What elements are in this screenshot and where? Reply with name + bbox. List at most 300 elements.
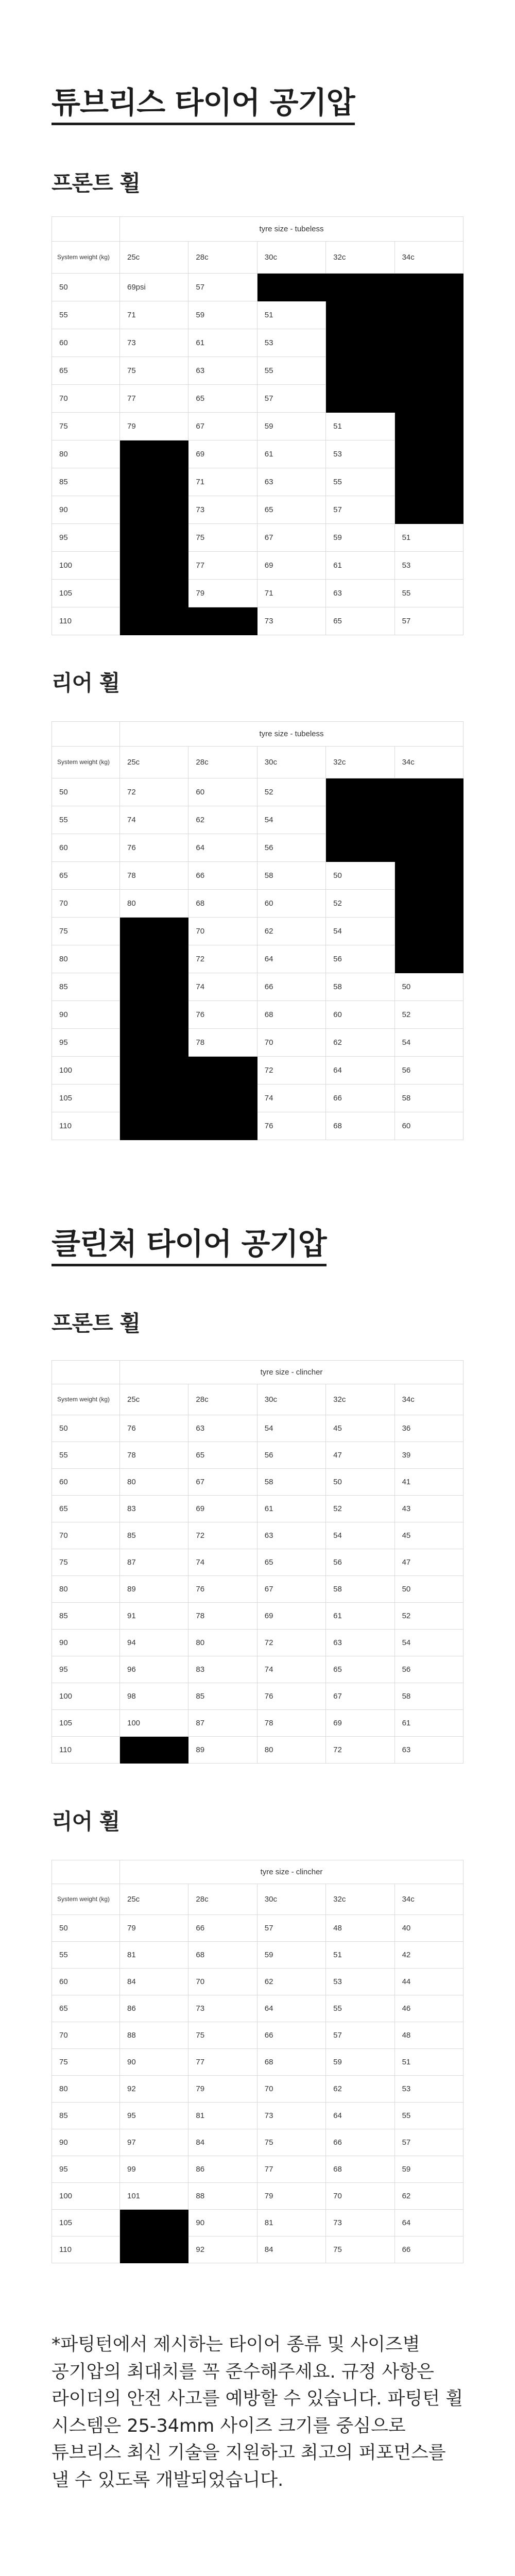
pressure-cell: 76 <box>257 1683 325 1710</box>
pressure-cell: 63 <box>394 1737 463 1764</box>
column-header-30c: 30c <box>257 1384 325 1415</box>
pressure-cell: 89 <box>188 1737 257 1764</box>
pressure-cell: 70 <box>257 1029 325 1057</box>
table-row <box>52 1656 464 1683</box>
pressure-cell: 66 <box>394 2236 463 2263</box>
pressure-cell: 76 <box>257 1112 325 1140</box>
pressure-cell: 72 <box>120 778 188 806</box>
not-recommended-cell <box>188 1112 257 1140</box>
pressure-cell: 41 <box>394 1469 463 1496</box>
not-recommended-cell <box>120 607 188 635</box>
table-row <box>52 385 464 413</box>
pressure-cell: 75 <box>326 2236 394 2263</box>
system-weight-header: System weight (kg) <box>52 747 120 778</box>
pressure-cell: 67 <box>257 1576 325 1603</box>
pressure-cell: 72 <box>257 1057 325 1084</box>
pressure-cell: 97 <box>120 2129 188 2156</box>
pressure-cell: 57 <box>257 1915 325 1942</box>
weight-cell: 50 <box>52 274 120 301</box>
pressure-cell: 64 <box>326 2103 394 2129</box>
table-row <box>52 1442 464 1469</box>
pressure-cell: 53 <box>326 440 394 468</box>
column-header-34c: 34c <box>394 747 463 778</box>
pressure-cell: 64 <box>188 834 257 862</box>
section-title-clincher: 클린처 타이어 공기압 <box>52 1229 327 1266</box>
weight-cell: 65 <box>52 1496 120 1522</box>
weight-cell: 55 <box>52 301 120 329</box>
not-recommended-cell <box>394 496 463 524</box>
weight-cell: 50 <box>52 1415 120 1442</box>
pressure-cell: 74 <box>120 806 188 834</box>
pressure-cell: 51 <box>394 2049 463 2076</box>
weight-cell: 90 <box>52 1630 120 1656</box>
pressure-cell: 61 <box>257 1496 325 1522</box>
pressure-cell: 51 <box>394 524 463 552</box>
pressure-cell: 73 <box>257 2103 325 2129</box>
pressure-cell: 69psi <box>120 274 188 301</box>
not-recommended-cell <box>120 2210 188 2236</box>
pressure-cell: 70 <box>188 918 257 945</box>
column-header-32c: 32c <box>326 1384 394 1415</box>
weight-cell: 60 <box>52 329 120 357</box>
pressure-cell: 94 <box>120 1630 188 1656</box>
pressure-cell: 67 <box>188 413 257 440</box>
weight-cell: 75 <box>52 2049 120 2076</box>
column-header-25c: 25c <box>120 747 188 778</box>
weight-cell: 85 <box>52 468 120 496</box>
pressure-cell: 42 <box>394 1942 463 1969</box>
subtitle-tubeless-rear: 리어 휠 <box>52 670 120 696</box>
not-recommended-cell <box>120 918 188 945</box>
pressure-cell: 62 <box>326 1029 394 1057</box>
weight-cell: 100 <box>52 552 120 580</box>
not-recommended-cell <box>120 468 188 496</box>
not-recommended-cell <box>326 301 394 329</box>
table-row <box>52 1496 464 1522</box>
column-header-32c: 32c <box>326 1884 394 1915</box>
pressure-cell: 69 <box>257 1603 325 1630</box>
not-recommended-cell <box>394 301 463 329</box>
weight-cell: 85 <box>52 973 120 1001</box>
pressure-cell: 80 <box>188 1630 257 1656</box>
pressure-cell: 69 <box>257 552 325 580</box>
pressure-cell: 52 <box>326 890 394 918</box>
table-row <box>52 890 464 918</box>
table-row <box>52 2129 464 2156</box>
pressure-cell: 90 <box>188 2210 257 2236</box>
pressure-cell: 54 <box>257 806 325 834</box>
pressure-cell: 78 <box>120 862 188 890</box>
weight-cell: 95 <box>52 2156 120 2183</box>
weight-cell: 80 <box>52 2076 120 2103</box>
pressure-cell: 55 <box>394 2103 463 2129</box>
not-recommended-cell <box>326 806 394 834</box>
not-recommended-cell <box>394 413 463 440</box>
weight-cell: 100 <box>52 1683 120 1710</box>
subtitle-tubeless-front: 프론트 휠 <box>52 171 140 196</box>
subtitle-clincher-front: 프론트 휠 <box>52 1311 140 1336</box>
pressure-cell: 68 <box>188 890 257 918</box>
pressure-cell: 76 <box>188 1001 257 1029</box>
weight-cell: 85 <box>52 1603 120 1630</box>
pressure-cell: 75 <box>257 2129 325 2156</box>
table-row <box>52 973 464 1001</box>
table-row <box>52 1415 464 1442</box>
weight-cell: 90 <box>52 1001 120 1029</box>
pressure-cell: 58 <box>326 973 394 1001</box>
pressure-cell: 58 <box>257 862 325 890</box>
pressure-cell: 65 <box>188 1442 257 1469</box>
table-row <box>52 1001 464 1029</box>
pressure-cell: 51 <box>326 1942 394 1969</box>
not-recommended-cell <box>394 945 463 973</box>
pressure-cell: 54 <box>394 1630 463 1656</box>
pressure-cell: 73 <box>326 2210 394 2236</box>
pressure-cell: 54 <box>394 1029 463 1057</box>
pressure-cell: 45 <box>394 1522 463 1549</box>
pressure-cell: 74 <box>257 1084 325 1112</box>
pressure-cell: 55 <box>257 357 325 385</box>
weight-cell: 70 <box>52 385 120 413</box>
pressure-cell: 50 <box>394 1576 463 1603</box>
pressure-cell: 69 <box>188 440 257 468</box>
pressure-cell: 73 <box>257 607 325 635</box>
table-row <box>52 1084 464 1112</box>
not-recommended-cell <box>326 274 394 301</box>
pressure-cell: 63 <box>257 468 325 496</box>
pressure-cell: 62 <box>257 1969 325 1995</box>
weight-cell: 105 <box>52 2210 120 2236</box>
not-recommended-cell <box>326 357 394 385</box>
pressure-cell: 76 <box>188 1576 257 1603</box>
weight-cell: 105 <box>52 580 120 607</box>
pressure-cell: 78 <box>257 1710 325 1737</box>
pressure-cell: 50 <box>394 973 463 1001</box>
pressure-cell: 85 <box>188 1683 257 1710</box>
pressure-cell: 46 <box>394 1995 463 2022</box>
pressure-cell: 89 <box>120 1576 188 1603</box>
pressure-cell: 66 <box>326 1084 394 1112</box>
pressure-cell: 56 <box>257 1442 325 1469</box>
table-clincher-rear <box>52 1860 464 2263</box>
not-recommended-cell <box>120 552 188 580</box>
pressure-cell: 57 <box>394 607 463 635</box>
weight-cell: 65 <box>52 1995 120 2022</box>
pressure-cell: 72 <box>326 1737 394 1764</box>
tyre-size-caption: tyre size - clincher <box>120 1361 464 1384</box>
pressure-cell: 72 <box>188 945 257 973</box>
tyre-size-caption: tyre size - tubeless <box>120 217 464 242</box>
not-recommended-cell <box>394 806 463 834</box>
not-recommended-cell <box>120 1112 188 1140</box>
pressure-cell: 81 <box>257 2210 325 2236</box>
pressure-cell: 65 <box>326 607 394 635</box>
pressure-cell: 62 <box>394 2183 463 2210</box>
pressure-cell: 55 <box>326 468 394 496</box>
weight-cell: 90 <box>52 496 120 524</box>
pressure-cell: 61 <box>257 440 325 468</box>
pressure-cell: 78 <box>188 1029 257 1057</box>
column-header-30c: 30c <box>257 242 325 274</box>
not-recommended-cell <box>120 580 188 607</box>
table-row <box>52 1737 464 1764</box>
pressure-cell: 81 <box>120 1942 188 1969</box>
not-recommended-cell <box>326 834 394 862</box>
not-recommended-cell <box>394 385 463 413</box>
not-recommended-cell <box>120 945 188 973</box>
system-weight-header: System weight (kg) <box>52 1884 120 1915</box>
table-row <box>52 1942 464 1969</box>
pressure-cell: 57 <box>326 2022 394 2049</box>
pressure-cell: 64 <box>326 1057 394 1084</box>
pressure-cell: 78 <box>188 1603 257 1630</box>
pressure-cell: 59 <box>257 413 325 440</box>
pressure-cell: 56 <box>326 1549 394 1576</box>
pressure-cell: 81 <box>188 2103 257 2129</box>
pressure-cell: 77 <box>188 2049 257 2076</box>
weight-cell: 70 <box>52 2022 120 2049</box>
pressure-cell: 58 <box>394 1084 463 1112</box>
table-row <box>52 806 464 834</box>
not-recommended-cell <box>120 1029 188 1057</box>
pressure-cell: 63 <box>188 357 257 385</box>
pressure-cell: 61 <box>326 1603 394 1630</box>
pressure-cell: 45 <box>326 1415 394 1442</box>
pressure-cell: 54 <box>326 918 394 945</box>
pressure-cell: 75 <box>188 2022 257 2049</box>
pressure-cell: 67 <box>188 1469 257 1496</box>
column-header-28c: 28c <box>188 747 257 778</box>
system-weight-header: System weight (kg) <box>52 242 120 274</box>
not-recommended-cell <box>326 385 394 413</box>
not-recommended-cell <box>120 2236 188 2263</box>
pressure-cell: 78 <box>120 1442 188 1469</box>
pressure-cell: 57 <box>188 274 257 301</box>
column-header-34c: 34c <box>394 1884 463 1915</box>
weight-cell: 55 <box>52 1442 120 1469</box>
not-recommended-cell <box>120 524 188 552</box>
pressure-cell: 74 <box>188 973 257 1001</box>
pressure-cell: 58 <box>394 1683 463 1710</box>
pressure-cell: 86 <box>120 1995 188 2022</box>
pressure-cell: 64 <box>257 945 325 973</box>
pressure-cell: 43 <box>394 1496 463 1522</box>
pressure-cell: 80 <box>120 890 188 918</box>
pressure-cell: 48 <box>394 2022 463 2049</box>
pressure-cell: 84 <box>188 2129 257 2156</box>
pressure-cell: 70 <box>326 2183 394 2210</box>
weight-cell: 80 <box>52 440 120 468</box>
not-recommended-cell <box>394 778 463 806</box>
column-header-25c: 25c <box>120 242 188 274</box>
table-row <box>52 2022 464 2049</box>
table-row <box>52 580 464 607</box>
pressure-cell: 87 <box>188 1710 257 1737</box>
column-header-28c: 28c <box>188 1884 257 1915</box>
pressure-cell: 57 <box>394 2129 463 2156</box>
pressure-cell: 64 <box>394 2210 463 2236</box>
column-header-34c: 34c <box>394 242 463 274</box>
table-row <box>52 2076 464 2103</box>
table-row <box>52 1522 464 1549</box>
pressure-cell: 98 <box>120 1683 188 1710</box>
pressure-cell: 56 <box>326 945 394 973</box>
pressure-cell: 83 <box>120 1496 188 1522</box>
weight-cell: 110 <box>52 607 120 635</box>
pressure-cell: 54 <box>257 1415 325 1442</box>
table-row <box>52 1630 464 1656</box>
weight-cell: 90 <box>52 2129 120 2156</box>
pressure-cell: 80 <box>257 1737 325 1764</box>
pressure-cell: 79 <box>120 1915 188 1942</box>
corner-cell <box>52 722 120 747</box>
pressure-cell: 64 <box>257 1995 325 2022</box>
pressure-cell: 51 <box>257 301 325 329</box>
pressure-cell: 66 <box>326 2129 394 2156</box>
pressure-cell: 72 <box>257 1630 325 1656</box>
table-row <box>52 413 464 440</box>
table-row <box>52 468 464 496</box>
footnote: *파팅턴에서 제시하는 타이어 종류 및 사이즈별 공기압의 최대치를 꼭 준수해주세요. 규정 사항은 라이더의 안전 사고를 예방할 수 있습니다. 파팅턴 휠 시스템은 25-34mm 사이즈 크기를 중심으로 튜브리스 최신 기술을 지원하고 최고의 퍼포먼스를 낼 수 있도록 개발되었습니다. <box>52 2334 464 2490</box>
not-recommended-cell <box>120 1057 188 1084</box>
table-row <box>52 524 464 552</box>
table-row <box>52 440 464 468</box>
pressure-cell: 47 <box>326 1442 394 1469</box>
tyre-size-caption: tyre size - clincher <box>120 1860 464 1884</box>
weight-cell: 110 <box>52 1112 120 1140</box>
weight-cell: 70 <box>52 1522 120 1549</box>
pressure-cell: 55 <box>394 580 463 607</box>
table-tubeless-rear <box>52 721 464 1140</box>
pressure-cell: 83 <box>188 1656 257 1683</box>
pressure-cell: 63 <box>257 1522 325 1549</box>
not-recommended-cell <box>394 834 463 862</box>
corner-cell <box>52 1860 120 1884</box>
weight-cell: 60 <box>52 834 120 862</box>
weight-cell: 105 <box>52 1084 120 1112</box>
pressure-cell: 69 <box>188 1496 257 1522</box>
subtitle-clincher-rear: 리어 휠 <box>52 1809 120 1834</box>
pressure-cell: 58 <box>326 1576 394 1603</box>
table-row <box>52 301 464 329</box>
pressure-cell: 84 <box>257 2236 325 2263</box>
pressure-cell: 96 <box>120 1656 188 1683</box>
pressure-cell: 66 <box>257 2022 325 2049</box>
weight-cell: 75 <box>52 918 120 945</box>
table-row <box>52 2210 464 2236</box>
not-recommended-cell <box>394 329 463 357</box>
corner-cell <box>52 217 120 242</box>
pressure-cell: 79 <box>257 2183 325 2210</box>
pressure-cell: 56 <box>394 1656 463 1683</box>
pressure-cell: 77 <box>188 552 257 580</box>
not-recommended-cell <box>120 496 188 524</box>
pressure-cell: 57 <box>326 496 394 524</box>
pressure-cell: 67 <box>326 1683 394 1710</box>
pressure-cell: 36 <box>394 1415 463 1442</box>
not-recommended-cell <box>326 778 394 806</box>
pressure-cell: 91 <box>120 1603 188 1630</box>
pressure-cell: 68 <box>188 1942 257 1969</box>
pressure-cell: 73 <box>120 329 188 357</box>
table-tubeless-front <box>52 216 464 635</box>
pressure-cell: 50 <box>326 1469 394 1496</box>
pressure-cell: 62 <box>257 918 325 945</box>
corner-cell <box>52 1361 120 1384</box>
weight-cell: 75 <box>52 413 120 440</box>
weight-cell: 50 <box>52 778 120 806</box>
table-row <box>52 1683 464 1710</box>
pressure-cell: 52 <box>326 1496 394 1522</box>
pressure-cell: 85 <box>120 1522 188 1549</box>
table-row <box>52 862 464 890</box>
pressure-cell: 67 <box>257 524 325 552</box>
table-row <box>52 1549 464 1576</box>
table-row <box>52 1710 464 1737</box>
pressure-cell: 59 <box>326 2049 394 2076</box>
pressure-cell: 65 <box>257 496 325 524</box>
weight-cell: 110 <box>52 2236 120 2263</box>
column-header-32c: 32c <box>326 747 394 778</box>
pressure-cell: 90 <box>120 2049 188 2076</box>
not-recommended-cell <box>394 468 463 496</box>
pressure-cell: 69 <box>326 1710 394 1737</box>
pressure-cell: 56 <box>394 1057 463 1084</box>
table-row <box>52 1029 464 1057</box>
weight-cell: 60 <box>52 1969 120 1995</box>
weight-cell: 95 <box>52 524 120 552</box>
not-recommended-cell <box>394 918 463 945</box>
not-recommended-cell <box>188 1057 257 1084</box>
table-row <box>52 2103 464 2129</box>
pressure-cell: 84 <box>120 1969 188 1995</box>
not-recommended-cell <box>120 1737 188 1764</box>
pressure-cell: 79 <box>120 413 188 440</box>
pressure-cell: 79 <box>188 580 257 607</box>
not-recommended-cell <box>188 607 257 635</box>
table-row <box>52 945 464 973</box>
weight-cell: 80 <box>52 1576 120 1603</box>
not-recommended-cell <box>120 440 188 468</box>
pressure-cell: 55 <box>326 1995 394 2022</box>
column-header-25c: 25c <box>120 1384 188 1415</box>
pressure-cell: 101 <box>120 2183 188 2210</box>
pressure-cell: 58 <box>257 1469 325 1496</box>
weight-cell: 85 <box>52 2103 120 2129</box>
column-header-28c: 28c <box>188 1384 257 1415</box>
weight-cell: 55 <box>52 806 120 834</box>
pressure-cell: 76 <box>120 1415 188 1442</box>
table-clincher-front <box>52 1360 464 1764</box>
pressure-cell: 74 <box>188 1549 257 1576</box>
pressure-cell: 53 <box>394 2076 463 2103</box>
table-row <box>52 357 464 385</box>
pressure-cell: 56 <box>257 834 325 862</box>
pressure-cell: 72 <box>188 1522 257 1549</box>
pressure-cell: 63 <box>188 1415 257 1442</box>
pressure-cell: 59 <box>188 301 257 329</box>
pressure-cell: 52 <box>394 1001 463 1029</box>
pressure-cell: 71 <box>120 301 188 329</box>
pressure-cell: 61 <box>326 552 394 580</box>
pressure-cell: 57 <box>257 385 325 413</box>
pressure-cell: 99 <box>120 2156 188 2183</box>
table-row <box>52 274 464 301</box>
pressure-cell: 54 <box>326 1522 394 1549</box>
table-row <box>52 496 464 524</box>
pressure-cell: 48 <box>326 1915 394 1942</box>
pressure-cell: 61 <box>394 1710 463 1737</box>
